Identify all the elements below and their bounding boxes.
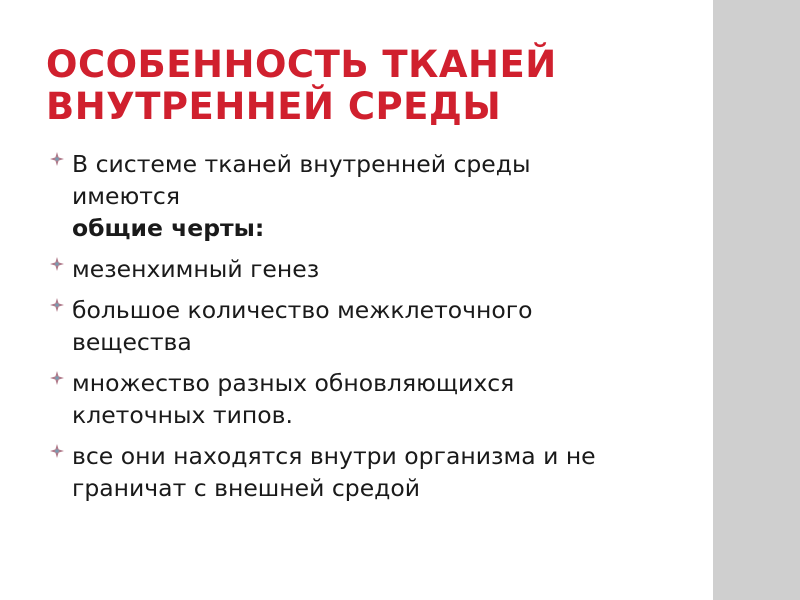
item-text: вещества bbox=[72, 328, 192, 356]
side-decoration-band bbox=[713, 0, 800, 600]
item-text: граничат с внешней средой bbox=[72, 474, 421, 502]
list-item bbox=[50, 148, 690, 244]
title-line-2: ВНУТРЕННЕЙ СРЕДЫ bbox=[46, 85, 502, 128]
item-text: множество разных обновляющихся bbox=[72, 369, 515, 397]
list-item bbox=[50, 253, 690, 285]
title-line-1: ОСОБЕННОСТЬ ТКАНЕЙ bbox=[46, 43, 557, 86]
item-text: В системе тканей внутренней среды bbox=[72, 150, 531, 178]
diamond-bullet-icon bbox=[50, 371, 64, 385]
item-text: клеточных типов. bbox=[72, 401, 293, 429]
item-text: большое количество межклеточного bbox=[72, 296, 533, 324]
diamond-bullet-icon bbox=[50, 298, 64, 312]
diamond-bullet-icon bbox=[50, 444, 64, 458]
diamond-bullet-icon bbox=[50, 257, 64, 271]
slide-title bbox=[46, 44, 686, 128]
bullet-list bbox=[50, 148, 690, 513]
item-text: имеются bbox=[72, 182, 180, 210]
list-item bbox=[50, 294, 690, 358]
diamond-bullet-icon bbox=[50, 152, 64, 166]
list-item bbox=[50, 440, 690, 504]
item-text: все они находятся внутри организма и не bbox=[72, 442, 596, 470]
list-item bbox=[50, 367, 690, 431]
item-text-bold: общие черты: bbox=[72, 214, 265, 242]
item-text: мезенхимный генез bbox=[72, 255, 320, 283]
